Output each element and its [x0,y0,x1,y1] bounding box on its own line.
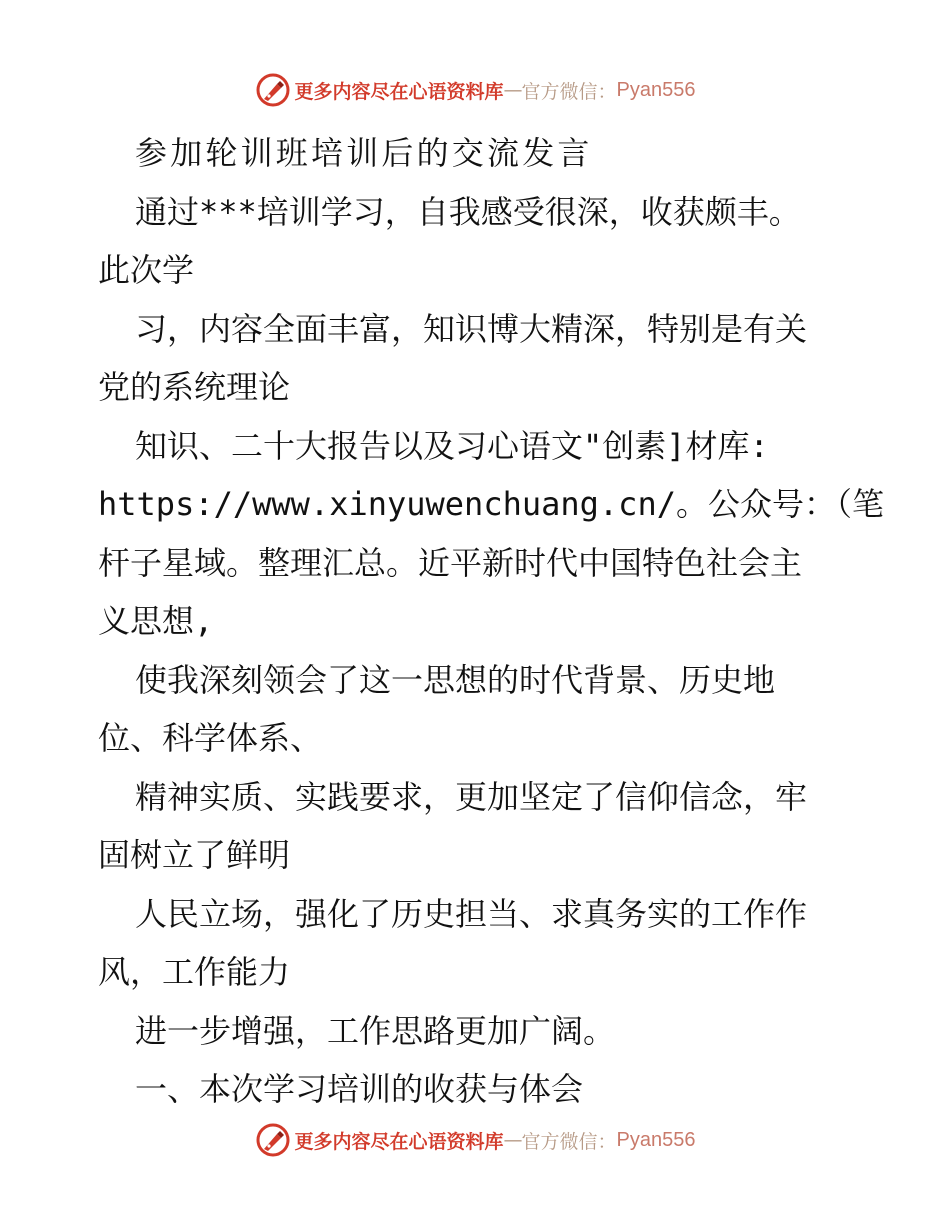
watermark-main-text: 更多内容尽在心语资料库 [294,80,504,103]
watermark-separator: — [503,1129,522,1151]
pen-nib-circle-icon [255,1122,291,1158]
paragraph-line: 义思想, [98,602,214,640]
paragraph-line: 精神实质、实践要求，更加坚定了信仰信念，牢 [135,777,808,816]
paragraph-line: 使我深刻领会了这一思想的时代背景、历史地 [135,660,776,699]
section-heading: 一、本次学习培训的收获与体会 [135,1070,584,1108]
paragraph-line: 风，工作能力 [98,953,291,991]
paragraph-line: 此次学 [98,251,195,289]
paragraph-line: 习，内容全面丰富，知识博大精深，特别是有关 [135,309,808,348]
paragraph-line: 通过***培训学习，自我感受很深，收获颇丰。 [135,192,801,231]
paragraph-line: 党的系统理论 [98,368,291,406]
watermark-wechat-id: Pyan556 [616,78,696,101]
watermark-wechat-label: 官方微信： [521,80,617,103]
paragraph-line: 进一步增强，工作思路更加广阔。 [135,1011,616,1050]
footer-watermark-banner [0,1120,950,1160]
document-body [98,124,884,1119]
watermark-wechat-id: Pyan556 [616,1128,696,1151]
watermark-separator: — [503,79,522,101]
paragraph-line: 知识、二十大报告以及习心语文"创素]材库: [135,426,769,465]
watermark-wechat-label: 官方微信： [521,1130,617,1153]
pen-nib-circle-icon [255,72,291,108]
paragraph-line: 固树立了鲜明 [98,836,291,874]
header-watermark-banner [0,70,950,110]
paragraph-line: 人民立场，强化了历史担当、求真务实的工作作 [135,894,808,933]
paragraph-line: 位、科学体系、 [98,719,323,757]
paragraph-line: 杆子星域。整理汇总。近平新时代中国特色社会主 [98,543,803,582]
watermark-main-text: 更多内容尽在心语资料库 [294,1130,504,1153]
paragraph-line: https://www.xinyuwenchuang.cn/。公众号：（笔 [98,485,884,523]
document-title: 参加轮训班培训后的交流发言 [135,134,593,172]
